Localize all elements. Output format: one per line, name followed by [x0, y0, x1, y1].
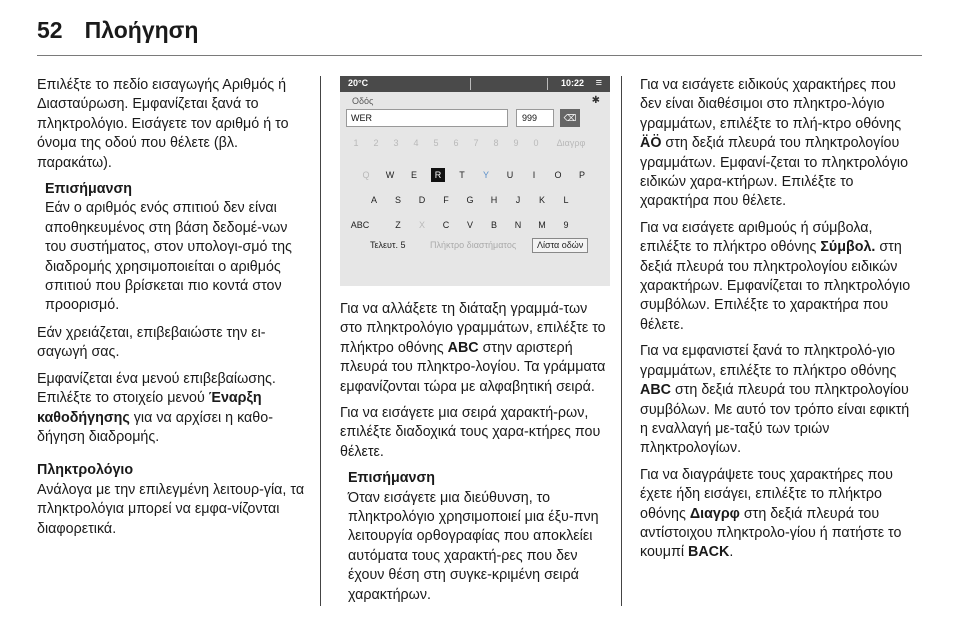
column-2	[340, 76, 610, 613]
note-box	[348, 469, 610, 605]
page-number: 52	[37, 17, 63, 43]
key-8[interactable]: 8	[493, 138, 499, 148]
entry-panel	[340, 92, 610, 286]
key-r[interactable]: R	[431, 168, 445, 182]
key-1[interactable]: 1	[353, 138, 359, 148]
header-rule	[37, 55, 922, 56]
note-title: Επισήμανση	[45, 181, 132, 198]
column-divider	[320, 76, 321, 606]
paragraph: Για να εισάγετε μια σειρά χαρακτή‐ρων, επιλέξτε διαδοχικά τους χαρα‐κτήρες που θέλετε.	[340, 405, 601, 460]
key-ref: Σύμβολ.	[820, 239, 876, 256]
letter-row-3	[340, 218, 610, 232]
note-text: Εάν ο αριθμός ενός σπιτιού δεν είναι αποθηκευμένος στη βάση δεδομέ‐νων του συστήματος, στον υπολογι‐σμό της διαδρομής χρησιμοποιείται ο αριθμός σπιτιού που βρίσκεται πιο κοντά στον προορισμό.	[45, 200, 292, 314]
page-header	[37, 17, 198, 44]
paragraph: Ανάλογα με την επιλεγμένη λειτουρ‐γία, τα πληκτρολόγια μπορεί να εμφα‐νίζονται διαφορετικά.	[37, 481, 305, 537]
key-z[interactable]: Z	[395, 220, 401, 230]
key-h[interactable]: H	[490, 195, 498, 205]
space-key[interactable]: Πλήκτρο διαστήματος	[430, 240, 517, 250]
key-6[interactable]: 6	[453, 138, 459, 148]
key-o[interactable]: O	[554, 170, 562, 180]
key-a[interactable]: A	[370, 195, 377, 205]
paragraph: Για να εισάγετε αριθμούς ή σύμβολα, επιλέξτε το πλήκτρο οθόνης Σύμβολ. στη δεξιά πλευρά του πληκτρολογίου ειδικών χαρακτήρων. Εμφανίζεται το πληκτρολόγιο συμβόλων. Επιλέξτε το χαρακτήρα που θέλετε.	[640, 219, 911, 333]
column-divider	[621, 76, 622, 606]
key-ref: ÄÖ	[640, 135, 662, 152]
key-ref: ABC	[640, 382, 671, 399]
special-chars-key[interactable]: 9	[563, 220, 569, 230]
key-b[interactable]: B	[490, 220, 497, 230]
key-v[interactable]: V	[466, 220, 473, 230]
bluetooth-icon: ✱	[591, 95, 600, 106]
street-input[interactable]: WER	[346, 109, 508, 127]
menu-item-ref: Έναρξη καθοδήγησης	[37, 390, 262, 426]
key-5[interactable]: 5	[433, 138, 439, 148]
key-7[interactable]: 7	[473, 138, 479, 148]
number-input[interactable]: 999	[516, 109, 554, 127]
keyboard-screenshot	[340, 76, 610, 286]
delete-key[interactable]: ⌫	[560, 109, 580, 127]
key-w[interactable]: W	[385, 170, 395, 180]
key-2[interactable]: 2	[373, 138, 379, 148]
note-title: Επισήμανση	[348, 470, 435, 487]
key-m[interactable]: M	[538, 220, 546, 230]
last-5-button[interactable]: Τελευτ. 5	[370, 240, 406, 250]
clock: 10:22	[560, 78, 584, 88]
key-c[interactable]: C	[442, 220, 450, 230]
menu-icon: ≡	[595, 77, 602, 89]
key-e[interactable]: E	[410, 170, 417, 180]
column-1	[37, 76, 307, 546]
letter-row-1	[340, 168, 610, 182]
paragraph: Εάν χρειάζεται, επιβεβαιώστε την ει‐σαγωγή σας.	[37, 324, 266, 361]
key-n[interactable]: N	[514, 220, 522, 230]
key-9[interactable]: 9	[513, 138, 519, 148]
key-l[interactable]: L	[563, 195, 569, 205]
column-3	[640, 76, 915, 570]
key-3[interactable]: 3	[393, 138, 399, 148]
key-q[interactable]: Q	[362, 170, 370, 180]
key-i[interactable]: I	[532, 170, 536, 180]
paragraph: Εμφανίζεται ένα μενού επιβεβαίωσης. Επιλέξτε το στοιχείο μενού Έναρξη καθοδήγησης για να αρχίσει η καθο‐δήγηση διαδρομής.	[37, 370, 276, 445]
abc-key[interactable]: ABC	[350, 220, 370, 230]
note-box	[45, 180, 307, 316]
key-ref: Διαγρφ	[689, 505, 740, 522]
key-f[interactable]: F	[443, 195, 449, 205]
keyboard-bottom-row	[340, 238, 610, 254]
paragraph: Για να εμφανιστεί ξανά το πληκτρολό‐γιο γραμμάτων, επιλέξτε το πλήκτρο οθόνης ABC στη δεξιά πλευρά του πληκτρολογίου συμβόλων. Με αυτό τον τρόπο είναι εφικτή η εναλλαγή με‐ταξύ των τριών πληκτρολογίων.	[640, 343, 910, 457]
key-0[interactable]: 0	[533, 138, 539, 148]
street-list-button[interactable]: Λίστα οδών	[532, 238, 588, 253]
key-4[interactable]: 4	[413, 138, 419, 148]
key-p[interactable]: P	[578, 170, 585, 180]
section-heading: Πληκτρολόγιο	[37, 462, 134, 479]
key-d[interactable]: D	[418, 195, 426, 205]
key-x[interactable]: X	[418, 220, 425, 230]
digit-row	[340, 136, 610, 150]
paragraph: Για να αλλάξετε τη διάταξη γραμμά‐των στο πληκτρολόγιο γραμμάτων, επιλέξτε το πλήκτρο οθόνης ABC στην αριστερή πλευρά του πληκτρο‐λογίου. Τα γράμματα εμφανίζονται τώρα με αλφαβητική σειρά.	[340, 301, 606, 395]
letter-row-2	[340, 193, 610, 207]
symbols-key[interactable]: Διαγρφ	[556, 138, 586, 148]
key-t[interactable]: T	[459, 170, 465, 180]
key-g[interactable]: G	[466, 195, 474, 205]
status-divider	[547, 78, 548, 90]
temperature: 20°C	[348, 78, 369, 88]
key-ref: ABC	[447, 339, 479, 356]
paragraph: Για να διαγράψετε τους χαρακτήρες που έχετε ήδη εισάγει, επιλέξτε το πλήκτρο οθόνης Διαγρφ στη δεξιά πλευρά του αντίστοιχου πληκτρολο‐γίου ή πατήστε το κουμπί BACK.	[640, 466, 902, 561]
key-j[interactable]: J	[515, 195, 521, 205]
key-y[interactable]: Y	[482, 170, 489, 180]
paragraph: Επιλέξτε το πεδίο εισαγωγής Αριθμός ή Διασταύρωση. Εμφανίζεται ξανά το πληκτρολόγιο. Εισάγετε τον αριθμό ή το όνομα της οδού που θέλετε (βλ. παρακάτω).	[37, 77, 289, 171]
field-label: Οδός	[352, 96, 374, 106]
note-text: Όταν εισάγετε μια διεύθυνση, το πληκτρολόγιο χρησιμοποιεί μια έξυ‐πνη λειτουργία ορθογραφίας που αποκλείει αυτόματα τους χαρακτή‐ρες που δεν έχουν θέση στη συγκε‐κριμένη σειρά χαρακτήρων.	[348, 489, 599, 603]
key-s[interactable]: S	[394, 195, 401, 205]
paragraph: Για να εισάγετε ειδικούς χαρακτήρες που δεν είναι διαθέσιμοι στο πληκτρο‐λόγιο γραμμάτων, επιλέξτε το πλή‐κτρο οθόνης ÄÖ στη δεξιά πλευρά του πληκτρολογίου γραμμάτων. Εμφανί‐ζεται το πληκτρολόγιο ειδικών χαρα‐κτήρων. Επιλέξτε το χαρακτήρα που θέλετε.	[640, 77, 909, 210]
status-bar	[340, 76, 610, 92]
key-u[interactable]: U	[506, 170, 514, 180]
button-ref: BACK	[688, 544, 730, 561]
page-title: Πλοήγηση	[84, 17, 199, 43]
key-k[interactable]: K	[538, 195, 545, 205]
status-divider	[470, 78, 471, 90]
